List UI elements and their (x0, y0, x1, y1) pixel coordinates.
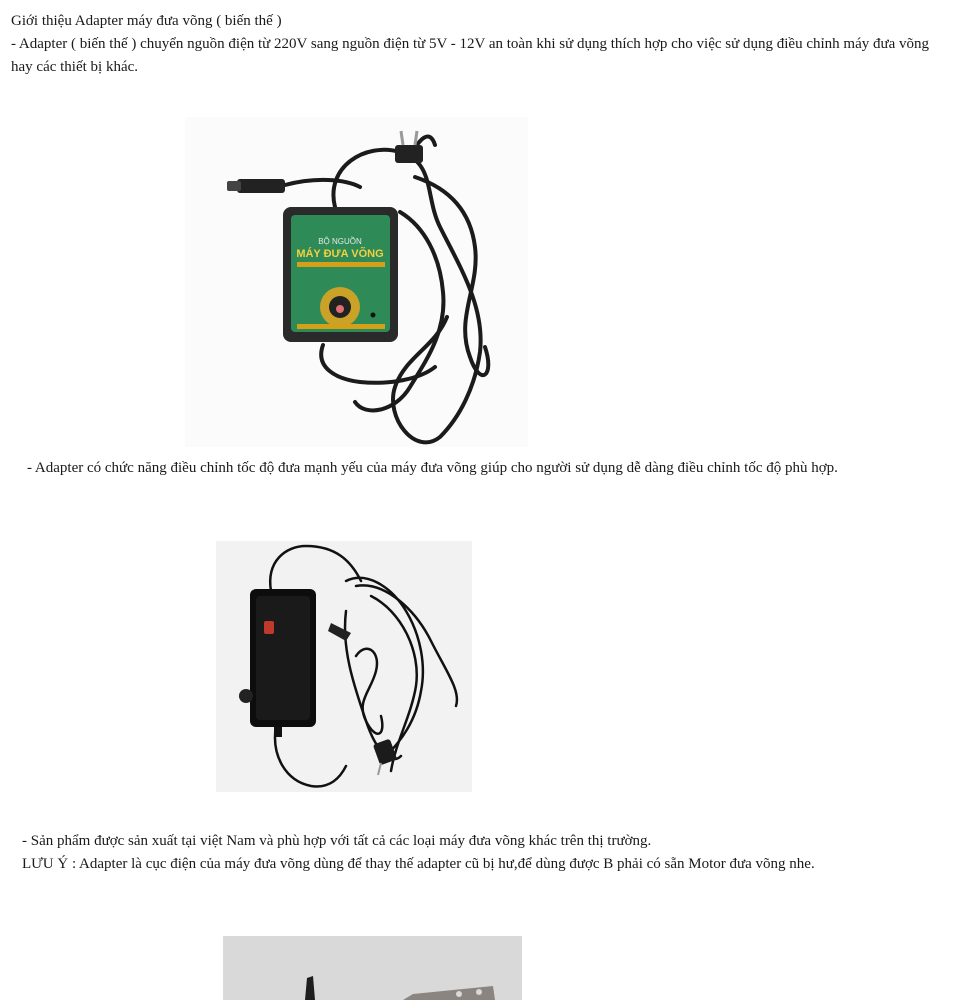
adapter-photo-graphic (185, 117, 528, 447)
intro-line: - Adapter ( biến thế ) chuyển nguồn điện từ 220V sang nguồn điện từ 5V - 12V an toàn khi sử dụng thích hợp cho việc sử dụng điều chỉnh máy đưa võng hay các thiết bị khác. (11, 36, 930, 75)
paragraph-made-in-vietnam: - Sản phẩm được sản xuất tại việt Nam và phù hợp với tất cả các loại máy đưa võng khác trên thị trường. (22, 833, 652, 849)
motor-bracket-photo (223, 936, 522, 1000)
black-adapter-photo-graphic (216, 541, 472, 792)
paragraph-speed: - Adapter có chức năng điều chỉnh tốc độ đưa mạnh yếu của máy đưa võng giúp cho người sử dụng dễ dàng điều chỉnh tốc độ phù hợp. (27, 460, 838, 476)
black-adapter-photo (216, 541, 472, 792)
adapter-photo (185, 117, 528, 447)
intro-block (11, 10, 941, 79)
paragraph-note: LƯU Ý : Adapter là cục điện của máy đưa võng dùng để thay thế adapter cũ bị hư,để dùng được B phải có sẵn Motor đưa võng nhe. (22, 856, 815, 872)
adapter-label-main: MÁY ĐƯA VÕNG (296, 248, 384, 260)
motor-bracket-photo-graphic (223, 936, 522, 1000)
adapter-label-top: BỘ NGUỒN (318, 237, 362, 246)
intro-title: Giới thiệu Adapter máy đưa võng ( biến thế ) (11, 13, 282, 29)
